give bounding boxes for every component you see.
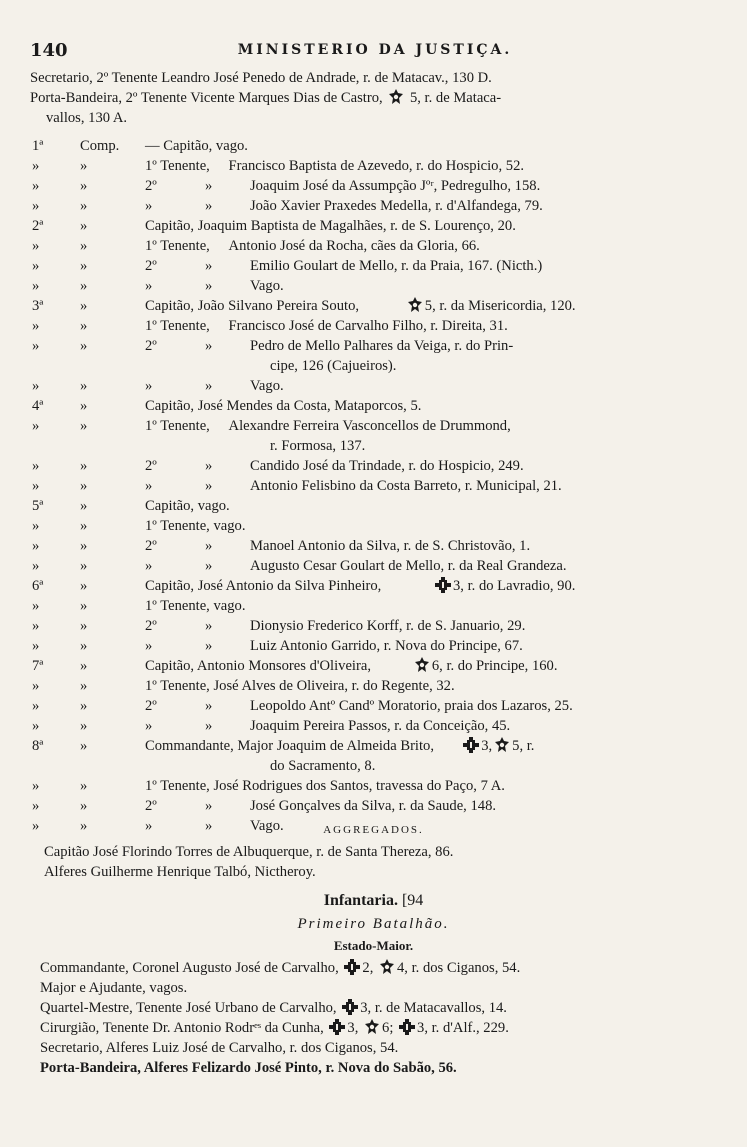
company-number: »	[32, 518, 40, 534]
company-ditto: »	[80, 338, 88, 354]
company-number: »	[32, 538, 40, 554]
company-number: »	[32, 338, 40, 354]
company-number: »	[32, 178, 40, 194]
company-ditto: »	[80, 498, 88, 514]
company-ditto: »	[80, 458, 88, 474]
officer-rank: 2º	[145, 338, 157, 354]
company-ditto: »	[80, 158, 88, 174]
officer-rank: 2º	[145, 538, 157, 554]
company-ditto: »	[80, 378, 88, 394]
staff-line: Porta-Bandeira, Alferes Felizardo José Pinto, r. Nova do Sabão, 56.	[40, 1060, 457, 1076]
cross-order-icon	[343, 959, 361, 975]
officer-entry: Leopoldo Antº Candº Moratorio, praia dos Lazaros, 25.	[250, 698, 573, 714]
staff-line: Commandante, Coronel Augusto José de Carvalho, 2, 4, r. dos Ciganos, 54.	[40, 960, 521, 976]
rank-ditto: »	[205, 698, 213, 714]
officer-entry: Francisco José de Carvalho Filho, r. Direita, 31.	[228, 318, 508, 334]
officer-entry: Pedro de Mello Palhares da Veiga, r. do Prin-	[250, 338, 514, 354]
rank-ditto: »	[205, 558, 213, 574]
company-ditto: »	[80, 198, 88, 214]
company-number: »	[32, 698, 40, 714]
staff-line: Quartel-Mestre, Tenente José Urbano de Carvalho, 3, r. de Matacavallos, 14.	[40, 1000, 507, 1016]
company-ditto: »	[80, 318, 88, 334]
officer-rank: 2º	[145, 798, 157, 814]
company-ditto: »	[80, 578, 88, 594]
company-ditto: »	[80, 298, 88, 314]
company-ditto: »	[80, 678, 88, 694]
officer-rank: 2º	[145, 178, 157, 194]
officer-entry: Luiz Antonio Garrido, r. Nova do Principe, 67.	[250, 638, 523, 654]
company-number: »	[32, 378, 40, 394]
rank-ditto: »	[205, 258, 213, 274]
company-number: »	[32, 818, 40, 834]
aggregado-line: Capitão José Florindo Torres de Albuquerque, r. de Santa Thereza, 86.	[44, 844, 454, 860]
rank-ditto: »	[205, 278, 213, 294]
officer-entry: Joaquim José da Assumpção Jºʳ, Pedregulho, 158.	[250, 178, 541, 194]
company-ditto: »	[80, 798, 88, 814]
company-number: 2ª	[32, 218, 44, 234]
rose-order-icon	[378, 959, 396, 975]
company-ditto: »	[80, 258, 88, 274]
rank-ditto: »	[205, 638, 213, 654]
cross-order-icon	[328, 1019, 346, 1035]
company-ditto: Comp.	[80, 138, 120, 154]
company-number: »	[32, 318, 40, 334]
officer-rank: 2º	[145, 258, 157, 274]
officer-entry: do Sacramento, 8.	[270, 758, 376, 774]
porta-bandeira-line: Porta-Bandeira, 2º Tenente Vicente Marques Dias de Castro, 5, r. de Mataca-	[30, 90, 502, 106]
rose-order-icon	[413, 657, 431, 673]
officer-entry: Vago.	[250, 378, 284, 394]
officer-rank: »	[145, 718, 153, 734]
staff-heading: Estado-Maior.	[333, 938, 414, 953]
officer-entry: João Xavier Praxedes Medella, r. d'Alfandega, 79.	[250, 198, 543, 214]
rank-ditto: »	[205, 338, 213, 354]
cross-order-icon	[462, 737, 480, 753]
company-ditto: »	[80, 518, 88, 534]
company-number: »	[32, 558, 40, 574]
company-number: 7ª	[32, 658, 44, 674]
company-number: »	[32, 718, 40, 734]
company-ditto: »	[80, 538, 88, 554]
officer-entry: Emilio Goulart de Mello, r. da Praia, 167. (Nicth.)	[250, 258, 543, 274]
company-ditto: »	[80, 818, 88, 834]
company-number: 3ª	[32, 298, 44, 314]
officer-rank: 1º Tenente,	[145, 318, 210, 334]
officer-rank: 2º	[145, 458, 157, 474]
officer-entry: Vago.	[250, 818, 284, 834]
company-number: »	[32, 278, 40, 294]
officer-rank: 1º Tenente,	[145, 158, 210, 174]
officer-entry: Alexandre Ferreira Vasconcellos de Drummond,	[228, 418, 511, 434]
officer-rank: Capitão, vago.	[145, 498, 230, 514]
officer-entry: Antonio Felisbino da Costa Barreto, r. Municipal, 21.	[250, 478, 562, 494]
company-number: »	[32, 418, 40, 434]
officer-entry: Candido José da Trindade, r. do Hospicio, 249.	[250, 458, 524, 474]
aggregado-line: Alferes Guilherme Henrique Talbó, Nictheroy.	[44, 864, 316, 880]
officer-entry: Augusto Cesar Goulart de Mello, r. da Real Grandeza.	[250, 558, 567, 574]
company-ditto: »	[80, 218, 88, 234]
officer-rank: Capitão, José Mendes da Costa, Mataporcos, 5.	[145, 398, 422, 414]
company-number: 1ª	[32, 138, 44, 154]
officer-rank: 1º Tenente, vago.	[145, 598, 246, 614]
officer-rank: Capitão, Joaquim Baptista de Magalhães, r. de S. Lourenço, 20.	[145, 218, 516, 234]
officer-rank: »	[145, 638, 153, 654]
infantaria-heading: Infantaria. [94	[323, 892, 424, 909]
company-number: »	[32, 478, 40, 494]
rank-ditto: »	[205, 618, 213, 634]
company-ditto: »	[80, 618, 88, 634]
officer-rank: 1º Tenente, vago.	[145, 518, 246, 534]
company-ditto: »	[80, 778, 88, 794]
battalion-title: Primeiro Batalhão.	[297, 916, 450, 932]
secretario-line: Secretario, 2º Tenente Leandro José Penedo de Andrade, r. de Matacav., 130 D.	[30, 70, 492, 86]
officer-rank: 2º	[145, 698, 157, 714]
company-ditto: »	[80, 738, 88, 754]
officer-entry: Vago.	[250, 278, 284, 294]
rose-order-icon	[363, 1019, 381, 1035]
company-ditto: »	[80, 658, 88, 674]
officer-rank: »	[145, 818, 153, 834]
rank-ditto: »	[205, 478, 213, 494]
officer-rank: 2º	[145, 618, 157, 634]
cross-order-icon	[341, 999, 359, 1015]
company-number: »	[32, 638, 40, 654]
company-number: »	[32, 258, 40, 274]
rose-order-icon	[406, 297, 424, 313]
company-number: 5ª	[32, 498, 44, 514]
officer-rank: 1º Tenente, José Alves de Oliveira, r. do Regente, 32.	[145, 678, 455, 694]
officer-entry: 3, r. do Lavradio, 90.	[433, 576, 575, 596]
running-title: MINISTERIO DA JUSTIÇA.	[237, 42, 513, 58]
porta-bandeira-cont: vallos, 130 A.	[46, 110, 128, 126]
company-number: »	[32, 158, 40, 174]
aggregados-heading: AGGREGADOS.	[323, 824, 424, 836]
officer-rank: »	[145, 198, 153, 214]
officer-rank: Capitão, Antonio Monsores d'Oliveira,	[145, 658, 371, 674]
staff-line: Secretario, Alferes Luiz José de Carvalho, r. dos Ciganos, 54.	[40, 1040, 399, 1056]
company-number: »	[32, 198, 40, 214]
company-ditto: »	[80, 598, 88, 614]
officer-rank: Capitão, João Silvano Pereira Souto,	[145, 298, 360, 314]
company-number: »	[32, 618, 40, 634]
cross-order-icon	[434, 577, 452, 593]
officer-entry: Joaquim Pereira Passos, r. da Conceição, 45.	[250, 718, 511, 734]
officer-rank: 1º Tenente,	[145, 238, 210, 254]
cross-order-icon	[398, 1019, 416, 1035]
officer-rank: »	[145, 378, 153, 394]
rank-ditto: »	[205, 458, 213, 474]
company-number: »	[32, 778, 40, 794]
company-number: 8ª	[32, 738, 44, 754]
company-number: »	[32, 678, 40, 694]
company-ditto: »	[80, 638, 88, 654]
company-ditto: »	[80, 558, 88, 574]
officer-entry: Dionysio Frederico Korff, r. de S. Januario, 29.	[250, 618, 526, 634]
rank-ditto: »	[205, 718, 213, 734]
company-number: »	[32, 598, 40, 614]
company-ditto: »	[80, 418, 88, 434]
company-number: 4ª	[32, 398, 44, 414]
officer-rank: — Capitão, vago.	[145, 138, 248, 154]
officer-entry: Francisco Baptista de Azevedo, r. do Hospicio, 52.	[228, 158, 525, 174]
rank-ditto: »	[205, 798, 213, 814]
officer-rank: »	[145, 278, 153, 294]
company-number: 6ª	[32, 578, 44, 594]
officer-rank: 1º Tenente, José Rodrigues dos Santos, travessa do Paço, 7 A.	[145, 778, 505, 794]
rank-ditto: »	[205, 198, 213, 214]
officer-entry: 6, r. do Principe, 160.	[412, 656, 558, 676]
officer-rank: Commandante, Major Joaquim de Almeida Brito,	[145, 738, 434, 754]
company-ditto: »	[80, 238, 88, 254]
rank-ditto: »	[205, 818, 213, 834]
staff-line: Major e Ajudante, vagos.	[40, 980, 188, 996]
rank-ditto: »	[205, 538, 213, 554]
staff-line: Cirurgião, Tenente Dr. Antonio Rodrᵉˢ da Cunha, 3, 6; 3, r. d'Alf., 229.	[40, 1020, 509, 1036]
rank-ditto: »	[205, 178, 213, 194]
officer-entry: Manoel Antonio da Silva, r. de S. Christovão, 1.	[250, 538, 531, 554]
company-ditto: »	[80, 278, 88, 294]
company-ditto: »	[80, 718, 88, 734]
officer-entry: 5, r. da Misericordia, 120.	[405, 296, 576, 316]
page-number: 140	[30, 40, 68, 61]
officer-entry: Antonio José da Rocha, cães da Gloria, 66.	[228, 238, 480, 254]
company-number: »	[32, 238, 40, 254]
rose-order-icon	[387, 89, 405, 105]
officer-rank: Capitão, José Antonio da Silva Pinheiro,	[145, 578, 382, 594]
company-ditto: »	[80, 398, 88, 414]
company-number: »	[32, 798, 40, 814]
officer-entry: José Gonçalves da Silva, r. da Saude, 148.	[250, 798, 497, 814]
company-ditto: »	[80, 698, 88, 714]
officer-rank: »	[145, 478, 153, 494]
rank-ditto: »	[205, 378, 213, 394]
rose-order-icon	[493, 737, 511, 753]
officer-entry: r. Formosa, 137.	[270, 438, 366, 454]
officer-rank: 1º Tenente,	[145, 418, 210, 434]
officer-entry: 3, 5, r.	[461, 736, 534, 756]
company-ditto: »	[80, 178, 88, 194]
officer-rank: »	[145, 558, 153, 574]
officer-entry: cipe, 126 (Cajueiros).	[270, 358, 397, 374]
page-header	[30, 40, 720, 66]
company-number: »	[32, 458, 40, 474]
company-ditto: »	[80, 478, 88, 494]
